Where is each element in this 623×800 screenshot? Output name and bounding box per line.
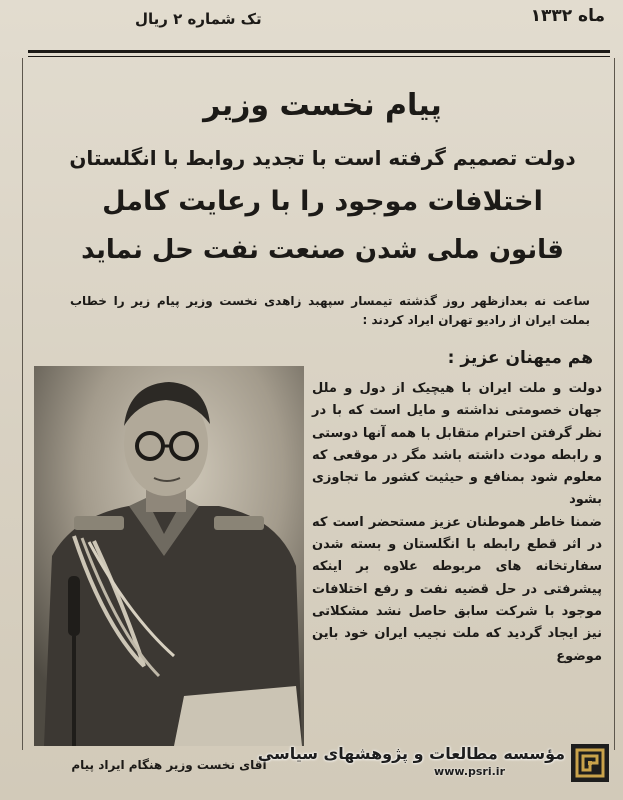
deck-line-1: دولت تصمیم گرفته است با تجدید روابط با انگلستان (69, 146, 576, 170)
institute-url: www.psri.ir (434, 765, 505, 778)
body-paragraph: ضمنا خاطر هموطنان عزیز مستحضر است که در اثر قطع رابطه با انگلستان و بسته شدن سفارتخانه های مربوطه علاوه بر اینکه پیشرفتی در حل قضیه نفت و رفع اختلافات موجود با شرکت سابق حاصل نشد مشکلاتی نیز ایجاد گردید که ملت نجیب ایران خود باین موضوع (312, 514, 602, 664)
deck-line-3: قانون ملی شدن صنعت نفت حل نماید (81, 235, 564, 265)
archive-watermark (235, 744, 565, 778)
prime-minister-photo (34, 366, 304, 746)
body-paragraph: دولت و ملت ایران با هیچیک از دول و ملل جهان خصومتی نداشته و مایل است که با در نظر گرفتن احترام متقابل با همه آنها دوستی و رابطه مودت داشته باشد مگر در موقعی که معلوم شود بمنافع و حیثیت کشور ما تجاوزی بشود (312, 381, 602, 508)
issue-price: تک شماره ۲ ریال (135, 10, 262, 28)
photo-caption: آقای نخست وزیر هنگام ایراد پیام (71, 758, 267, 772)
institute-logo-icon (571, 744, 609, 782)
masthead (0, 0, 623, 44)
headline: پیام نخست وزیر (203, 88, 442, 123)
institute-name: مؤسسه مطالعات و پژوهشهای سیاسی (257, 744, 565, 763)
portrait-illustration (34, 366, 304, 746)
salutation: هم میهنان عزیز : (447, 348, 593, 368)
column-rule-left (22, 58, 23, 750)
article-body (312, 378, 602, 668)
masthead-rule (28, 50, 610, 53)
issue-date: ماه ۱۳۳۲ (530, 6, 605, 26)
intro-paragraph: ساعت نه بعدازظهر روز گذشته تیمسار سپهبد زاهدی نخست وزیر پیام زیر را خطاب بملت ایران از رادیو تهران ایراد کردند : (70, 294, 590, 327)
masthead-rule-thin (28, 56, 610, 57)
deck-line-2: اختلافات موجود را با رعایت کامل (102, 186, 543, 217)
